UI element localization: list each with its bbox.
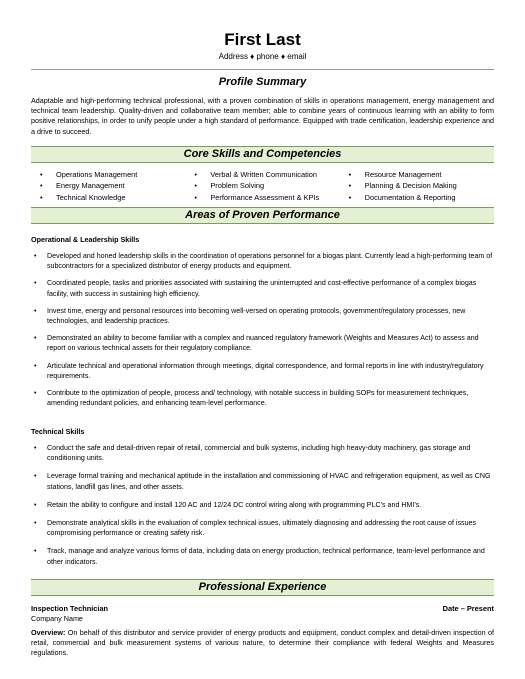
experience-heading: Professional Experience	[198, 581, 327, 593]
company-name: Company Name	[31, 614, 83, 623]
list-item: • Invest time, energy and personal resources into becoming well-versed on operating protocols, government/regulatory processes, new technologies, and leadership practices.	[31, 306, 494, 326]
list-item: • Coordinated people, tasks and priorities associated with sustaining the uninterrupted and cost-effective performance of a complex biogas facility, with success in sustaining high efficiency.	[31, 278, 494, 298]
core-skills-band	[31, 146, 494, 163]
skills-column	[31, 169, 185, 203]
skill-item: • Planning & Decision Making	[340, 180, 494, 191]
list-item: • Contribute to the optimization of people, process and/ technology, with notable success in building SOPs for measurement techniques, amending redundant policies, and enhancing team-level performance.	[31, 388, 494, 408]
candidate-name: First Last	[224, 30, 301, 49]
list-item: • Retain the ability to configure and install 120 AC and 12/24 DC control wiring along with programming PLC’s and HMI’s.	[31, 500, 494, 510]
core-skills-list	[31, 169, 494, 203]
operational-skills-list	[31, 251, 494, 408]
list-item: • Demonstrate analytical skills in the evaluation of complex technical issues, ultimately diagnosing and addressing the root cause of issues compromising performance or creating safety risk.	[31, 518, 494, 538]
skills-column	[185, 169, 339, 203]
profile-summary-heading: Profile Summary	[218, 76, 307, 88]
skill-item: • Problem Solving	[185, 180, 339, 191]
job-overview	[31, 628, 494, 659]
skill-item: • Energy Management	[31, 180, 185, 191]
skill-item: • Technical Knowledge	[31, 192, 185, 203]
contact-line: Address ♦ phone ♦ email	[218, 52, 307, 61]
subsection-heading: Operational & Leadership Skills	[31, 235, 140, 244]
experience-band	[31, 579, 494, 596]
skill-item: • Resource Management	[340, 169, 494, 180]
list-item: • Demonstrated an ability to become familiar with a complex and nuanced regulatory framework (Weights and Measures Act) to assess and report on various technical assets for their regulatory compliance.	[31, 333, 494, 353]
list-item: • Track, manage and analyze various forms of data, including data on energy production, technical performance, team-level performance and other indicators.	[31, 546, 494, 566]
skills-column	[340, 169, 494, 203]
subsection-heading: Technical Skills	[31, 427, 85, 436]
divider	[31, 69, 494, 70]
skill-item: • Documentation & Reporting	[340, 192, 494, 203]
core-skills-heading: Core Skills and Competencies	[183, 148, 342, 160]
job-date: Date – Present	[442, 604, 494, 613]
areas-band	[31, 207, 494, 224]
overview-label: Overview:	[31, 628, 66, 637]
skill-item: • Operations Management	[31, 169, 185, 180]
skill-item: • Verbal & Written Communication	[185, 169, 339, 180]
list-item: • Leverage formal training and mechanical aptitude in the installation and commissioning of HVAC and refrigeration equipment, as well as CNG stations, landfill gas lines, and other assets.	[31, 471, 494, 491]
overview-text: On behalf of this distributor and service provider of energy products and equipment, conduct complex and detail-driven inspection of retail, commercial and bulk measurement systems of various nature, to determine their compliance with federal Weights and Measures regulations.	[31, 628, 494, 658]
technical-skills-list	[31, 443, 494, 567]
list-item: • Articulate technical and operational information through meetings, digital correspondence, and formal reports in line with industry/regulatory requirements.	[31, 361, 494, 381]
profile-summary-text: Adaptable and high-performing technical professional, with a proven combination of skills in operations management, energy management and technical team leadership. Quality-driven and collaborative team member; able to combine years of continuous learning with an ability to form positive relationships, in order to unify people under a high standard of performance. Equipped with trade certification, leadership experience and a drive to succeed.	[31, 96, 494, 136]
skill-item: • Performance Assessment & KPIs	[185, 192, 339, 203]
areas-heading: Areas of Proven Performance	[185, 209, 340, 221]
job-title: Inspection Technician	[31, 604, 109, 613]
list-item: • Developed and honed leadership skills in the coordination of operations personnel for a biogas plant. Currently lead a high-performing team of subcontractors for a specialized distributor of energy products and equipment.	[31, 251, 494, 271]
list-item: • Conduct the safe and detail-driven repair of retail, commercial and bulk systems, including high heavy-duty machinery, gas storage and conditioning units.	[31, 443, 494, 463]
